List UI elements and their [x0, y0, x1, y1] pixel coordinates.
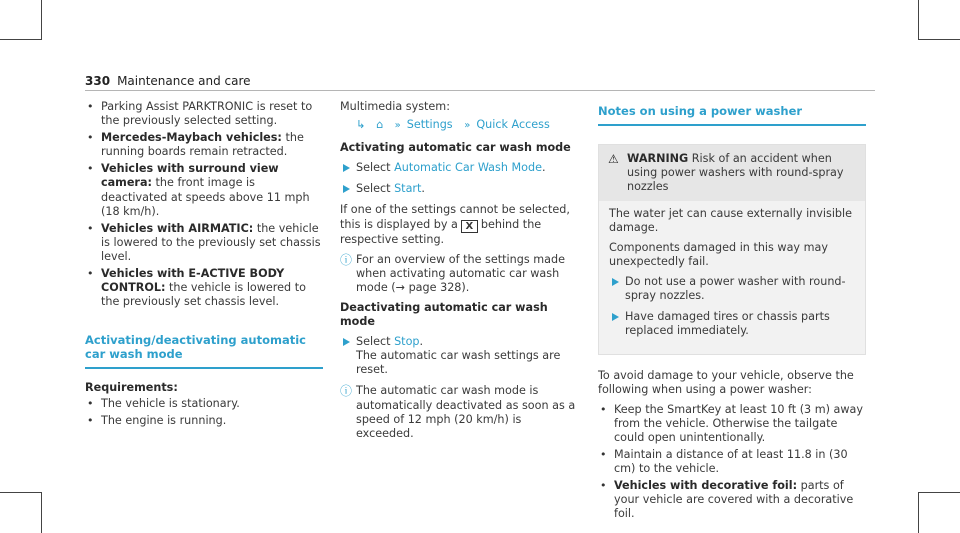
path-quick-access: Quick Access	[476, 118, 550, 132]
requirements-label: Requirements:	[85, 380, 178, 394]
list-item: • Vehicles with E-ACTIVE BODY CONTROL: the vehicle is lowered to the previously set chassis level.	[85, 267, 323, 309]
page-header	[85, 74, 251, 88]
section-heading: Notes on using a power washer	[598, 104, 803, 118]
column-1	[85, 100, 323, 431]
arrow-icon: ↳	[356, 118, 366, 132]
list-item: • Vehicles with AIRMATIC: the vehicle is lowered to the previously set chassis level.	[85, 222, 323, 264]
step-item: Select Start.	[340, 182, 576, 196]
paragraph: The water jet can cause externally invisible damage.	[609, 206, 853, 234]
warning-icon: ⚠	[608, 151, 619, 166]
header-divider	[85, 90, 875, 91]
path-settings: Settings	[406, 118, 453, 132]
close-icon: X	[461, 220, 478, 233]
list-item: • Mercedes-Maybach vehicles: the running boards remain retracted.	[85, 131, 323, 159]
info-note: ⓘ For an overview of the settings made when activating automatic car wash mode (→ page 328).	[340, 252, 565, 294]
warning-header	[599, 145, 865, 201]
list-item: • Vehicles with surround view camera: the front image is deactivated at speeds above 11 mph (18 km/h).	[85, 162, 323, 218]
warning-box	[598, 144, 866, 355]
section-divider	[598, 124, 866, 126]
list-item: • Vehicles with decorative foil: parts of your vehicle are covered with a decorative foil.	[598, 479, 866, 521]
info-note: ⓘ The automatic car wash mode is automatically deactivated as soon as a speed of 12 mph (20 km/h) is exceeded.	[340, 384, 576, 440]
step-item: Select Stop. The automatic car wash settings are reset.	[340, 335, 576, 377]
chevron-icon: »	[394, 120, 401, 132]
menu-path	[340, 118, 576, 133]
step-item: Have damaged tires or chassis parts replaced immediately.	[609, 310, 855, 338]
menu-link: Stop	[394, 335, 420, 349]
menu-link: Automatic Car Wash Mode	[394, 161, 542, 175]
multimedia-label: Multimedia system:	[340, 100, 450, 113]
column-2	[340, 100, 576, 447]
info-icon: ⓘ	[340, 252, 353, 267]
warning-body	[599, 201, 865, 354]
paragraph: If one of the settings cannot be selected, this is displayed by a X behind the respective setting.	[340, 203, 570, 246]
section-divider	[85, 367, 323, 369]
deactivating-heading: Deactivating automatic car wash mode	[340, 300, 548, 329]
info-icon: ⓘ	[340, 384, 353, 399]
paragraph: To avoid damage to your vehicle, observe the following when using a power washer:	[598, 368, 854, 396]
list-item: • The vehicle is stationary.	[85, 397, 323, 411]
section-heading: Activating/deactivating automatic car wash mode	[85, 333, 306, 362]
warning-label: WARNING	[627, 151, 689, 165]
list-item: • Maintain a distance of at least 11.8 in (30 cm) to the vehicle.	[598, 448, 866, 476]
chevron-icon: »	[464, 120, 471, 132]
step-item: Do not use a power washer with round-spray nozzles.	[609, 275, 855, 303]
paragraph: Components damaged in this way may unexpectedly fail.	[609, 240, 828, 269]
page-title: Maintenance and care	[117, 74, 251, 88]
list-item: • Keep the SmartKey at least 10 ft (3 m) away from the vehicle. Otherwise the tailgate could open unintentionally.	[598, 403, 866, 445]
list-item: • Parking Assist PARKTRONIC is reset to the previously selected setting.	[85, 100, 323, 128]
step-item: Select Automatic Car Wash Mode.	[340, 161, 576, 175]
menu-link: Start	[394, 182, 422, 196]
home-icon: ⌂	[375, 118, 384, 132]
column-3	[598, 100, 866, 524]
list-item: • The engine is running.	[85, 414, 323, 428]
page-number: 330	[85, 74, 111, 88]
activating-heading: Activating automatic car wash mode	[340, 141, 571, 155]
warning-title: Risk of an accident when using power washers with round-spray nozzles	[627, 151, 844, 193]
